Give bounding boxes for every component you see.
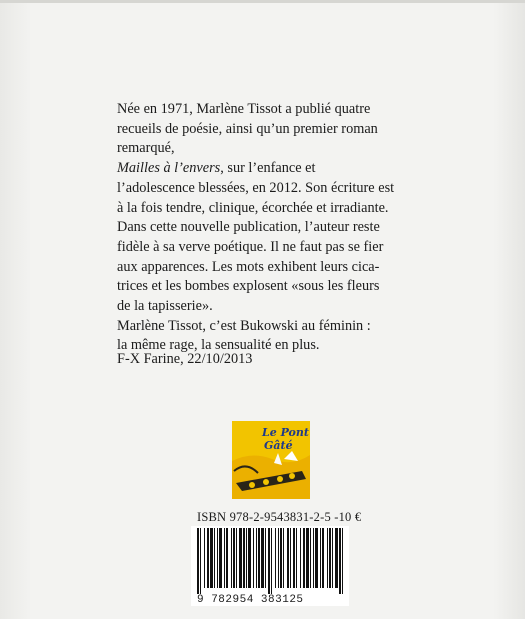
barcode-bar	[320, 528, 321, 588]
isbn-price: ISBN 978-2-9543831-2-5 -10 €	[197, 510, 362, 524]
barcode-bar	[214, 528, 215, 588]
blurb-line: trices et les bombes explosent «sous les fleurs	[117, 278, 380, 295]
barcode-bar	[283, 528, 284, 588]
blurb-line: Dans cette nouvelle publication, l’auteur reste	[117, 219, 380, 236]
blurb-line: recueils de poésie, ainsi qu’un premier roman	[117, 120, 378, 137]
barcode-bar	[256, 528, 257, 588]
barcode-bar	[246, 528, 247, 588]
barcode-bar	[231, 528, 232, 588]
barcode-bar	[327, 528, 328, 588]
barcode-bar	[275, 528, 276, 588]
barcode-bar	[197, 528, 199, 594]
barcode-bar	[290, 528, 291, 588]
barcode-bar	[303, 528, 305, 588]
barcode-bar	[226, 528, 228, 588]
blurb-line	[117, 159, 409, 179]
book-title: Mailles à l’envers	[117, 160, 221, 177]
blurb-line: Marlène Tissot, c’est Bukowski au féminin :	[117, 317, 371, 334]
barcode-bar	[243, 528, 245, 588]
barcode-bar	[207, 528, 209, 588]
barcode-bar	[310, 528, 311, 588]
barcode-bar	[293, 528, 295, 588]
barcode-bar	[265, 528, 266, 588]
barcode-bar	[236, 528, 237, 588]
barcode-bar	[335, 528, 338, 588]
barcode-bar	[332, 528, 333, 588]
barcode-bar	[280, 528, 282, 588]
barcode-bar	[287, 528, 289, 588]
barcode-bar	[258, 528, 260, 588]
barcode-bar	[261, 528, 264, 588]
blurb-line-rest: , sur l’enfance et	[220, 160, 316, 177]
barcode-bar	[204, 528, 205, 588]
blurb-line: à la fois tendre, clinique, écorchée et irradiante.	[117, 199, 389, 216]
barcode-bar	[339, 528, 341, 594]
barcode-bar	[296, 528, 297, 588]
publisher-logo	[232, 421, 310, 499]
barcode-bar	[306, 528, 309, 588]
barcode-bar	[342, 528, 343, 594]
blurb-line: fidèle à sa verve poétique. Il ne faut pas se fier	[117, 238, 384, 255]
barcode-bar	[271, 528, 272, 594]
logo-text-top: Le Pont	[262, 426, 309, 439]
barcode-bar	[322, 528, 324, 588]
barcode-bar	[224, 528, 225, 588]
publisher-logo-art	[232, 421, 310, 499]
page-edge	[0, 0, 525, 3]
barcode-bar	[210, 528, 213, 588]
barcode-bar	[217, 528, 218, 588]
barcode-bar	[233, 528, 235, 588]
review-signature: F-X Farine, 22/10/2013	[117, 351, 253, 367]
blurb-line: la même rage, la sensualité en plus.	[117, 337, 320, 354]
barcode-bar	[300, 528, 301, 588]
blurb-line: l’adolescence blessées, en 2012. Son écriture est	[117, 179, 395, 196]
barcode-bar	[278, 528, 279, 588]
barcode-digits: 9 782954 383125	[197, 594, 304, 606]
blurb-line: aux apparences. Les mots exhibent leurs cica-	[117, 258, 380, 275]
barcode-bar	[329, 528, 331, 588]
barcode-bar	[313, 528, 314, 588]
barcode-bar	[253, 528, 254, 588]
barcode-bar	[200, 528, 201, 594]
logo-text-bottom: Gâté	[264, 439, 293, 452]
barcode-bar	[315, 528, 318, 588]
barcode-bar	[248, 528, 251, 588]
barcode-bar	[268, 528, 270, 594]
barcode-bar	[219, 528, 222, 588]
blurb-line: de la tapisserie».	[117, 298, 213, 315]
blurb-line: Née en 1971, Marlène Tissot a publié quatre	[117, 101, 371, 117]
blurb-line: remarqué,	[117, 140, 175, 157]
back-cover-blurb	[117, 100, 409, 356]
barcode-bar	[239, 528, 242, 588]
barcode-bars	[191, 526, 349, 596]
